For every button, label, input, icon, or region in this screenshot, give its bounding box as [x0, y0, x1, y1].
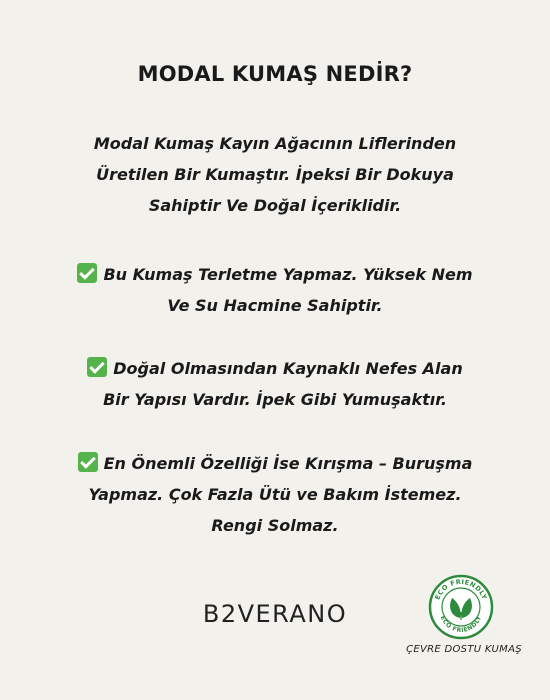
eco-badge-caption: ÇEVRE DOSTU KUMAŞ	[406, 644, 522, 655]
intro-line: Sahiptir Ve Doğal İçeriklidir.	[148, 196, 402, 215]
feature-bullet-3	[30, 448, 520, 541]
eco-badge-text-top: ECO FRIENDLY	[433, 577, 489, 601]
intro-paragraph	[40, 128, 510, 221]
bullet-line: Ve Su Hacmine Sahiptir.	[167, 296, 383, 315]
page-title: MODAL KUMAŞ NEDİR?	[137, 62, 413, 86]
eco-friendly-badge-icon	[428, 574, 494, 640]
check-mark-icon	[78, 452, 98, 472]
check-mark-icon	[77, 263, 97, 283]
feature-bullet-1	[30, 259, 520, 321]
check-mark-icon	[87, 357, 107, 377]
bullet-line: Doğal Olmasından Kaynaklı Nefes Alan	[113, 359, 463, 378]
brand-logo: B2VERANO	[202, 600, 348, 628]
intro-line: Üretilen Bir Kumaştır. İpeksi Bir Dokuya	[96, 165, 454, 184]
bullet-line: Bu Kumaş Terletme Yapmaz. Yüksek Nem	[103, 265, 473, 284]
feature-bullet-2	[30, 353, 520, 415]
bullet-line: Yapmaz. Çok Fazla Ütü ve Bakım İstemez.	[88, 485, 462, 504]
eco-badge-text-bottom: ECO FRIENDLY	[438, 614, 484, 635]
bullet-line: En Önemli Özelliği İse Kırışma – Buruşma	[103, 454, 473, 473]
intro-line: Modal Kumaş Kayın Ağacının Liflerinden	[93, 134, 457, 153]
bullet-line: Bir Yapısı Vardır. İpek Gibi Yumuşaktır.	[103, 390, 447, 409]
bullet-line: Rengi Solmaz.	[211, 516, 339, 535]
